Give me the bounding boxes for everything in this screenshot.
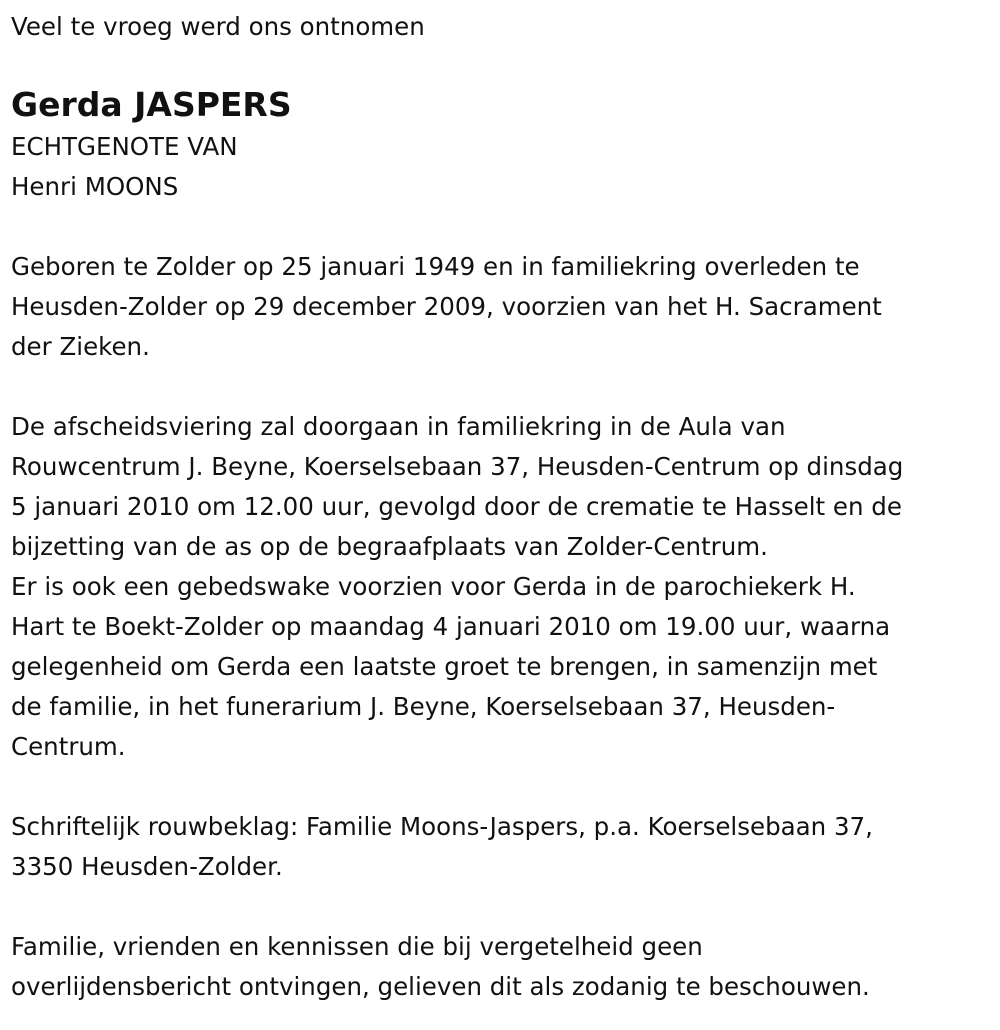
text-line: 3350 Heusden-Zolder. <box>11 852 283 881</box>
text-line: Geboren te Zolder op 25 januari 1949 en in familiekring overleden te <box>11 252 860 281</box>
ceremony-paragraph <box>11 407 986 767</box>
text-line: Er is ook een gebedswake voorzien voor Gerda in de parochiekerk H. <box>11 572 856 601</box>
spacer <box>11 887 986 927</box>
text-line: Rouwcentrum J. Beyne, Koerselsebaan 37, Heusden-Centrum op dinsdag <box>11 452 904 481</box>
closing-paragraph <box>11 927 986 1007</box>
relation-label: ECHTGENOTE VAN <box>11 132 238 161</box>
birth-death-paragraph <box>11 247 986 367</box>
text-line: Centrum. <box>11 732 126 761</box>
text-line: gelegenheid om Gerda een laatste groet te brengen, in samenzijn met <box>11 652 878 681</box>
text-line: Hart te Boekt-Zolder op maandag 4 januari 2010 om 19.00 uur, waarna <box>11 612 891 641</box>
deceased-name: Gerda JASPERS <box>11 85 292 124</box>
spacer <box>11 207 986 247</box>
text-line: overlijdensbericht ontvingen, gelieven dit als zodanig te beschouwen. <box>11 972 870 1001</box>
condolences-paragraph <box>11 807 986 887</box>
text-line: Familie, vrienden en kennissen die bij vergetelheid geen <box>11 932 703 961</box>
text-line: Schriftelijk rouwbeklag: Familie Moons-Jaspers, p.a. Koerselsebaan 37, <box>11 812 873 841</box>
spacer <box>11 367 986 407</box>
spacer <box>11 767 986 807</box>
text-line: 5 januari 2010 om 12.00 uur, gevolgd door de crematie te Hasselt en de <box>11 492 902 521</box>
text-line: Heusden-Zolder op 29 december 2009, voorzien van het H. Sacrament <box>11 292 882 321</box>
spouse-name: Henri MOONS <box>11 172 179 201</box>
text-line: der Zieken. <box>11 332 150 361</box>
intro-text: Veel te vroeg werd ons ontnomen <box>11 12 425 41</box>
text-line: bijzetting van de as op de begraafplaats van Zolder-Centrum. <box>11 532 768 561</box>
obituary-notice <box>11 7 986 1007</box>
text-line: De afscheidsviering zal doorgaan in familiekring in de Aula van <box>11 412 786 441</box>
text-line: de familie, in het funerarium J. Beyne, Koerselsebaan 37, Heusden- <box>11 692 836 721</box>
